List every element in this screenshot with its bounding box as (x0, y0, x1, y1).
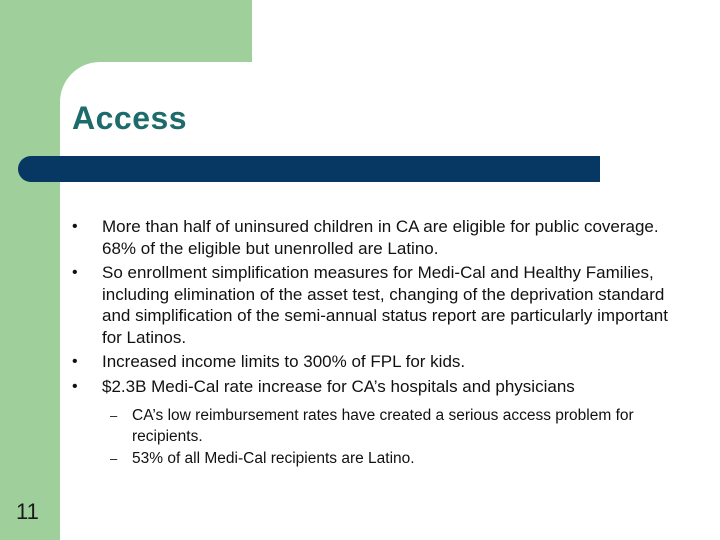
title-underline-bar (18, 156, 600, 182)
sub-bullet-text: 53% of all Medi-Cal recipients are Latino. (132, 450, 415, 467)
sub-bullet-item (104, 449, 664, 470)
sub-bullet-text: CA’s low reimbursement rates have created a serious access problem for recipients. (132, 407, 634, 445)
bullet-text: $2.3B Medi-Cal rate increase for CA’s hospitals and physicians (102, 376, 575, 396)
slide-title: Access (72, 100, 188, 136)
bullet-item (68, 216, 678, 259)
bullet-text: So enrollment simplification measures for Medi-Cal and Healthy Families, including elimination of the asset test, changing of the deprivation standard and simplification of the semi-annual status report are particularly important for Latinos. (102, 263, 668, 347)
dash-icon: – (110, 451, 118, 466)
bullet-icon: • (72, 353, 78, 370)
bullet-item (68, 351, 678, 373)
bullet-text: More than half of uninsured children in CA are eligible for public coverage. 68% of the eligible but unenrolled are Latino. (102, 217, 659, 258)
bullet-icon: • (72, 377, 78, 395)
bullet-item (68, 262, 678, 348)
bullet-list (68, 216, 678, 400)
bullet-item (68, 376, 678, 398)
dash-icon: – (110, 408, 118, 423)
page-number: 11 (16, 499, 39, 524)
bullet-icon: • (72, 218, 78, 235)
sub-bullet-list (104, 406, 664, 472)
bullet-icon: • (72, 264, 78, 281)
bullet-text: Increased income limits to 300% of FPL for kids. (102, 352, 466, 371)
sub-bullet-item (104, 406, 664, 447)
